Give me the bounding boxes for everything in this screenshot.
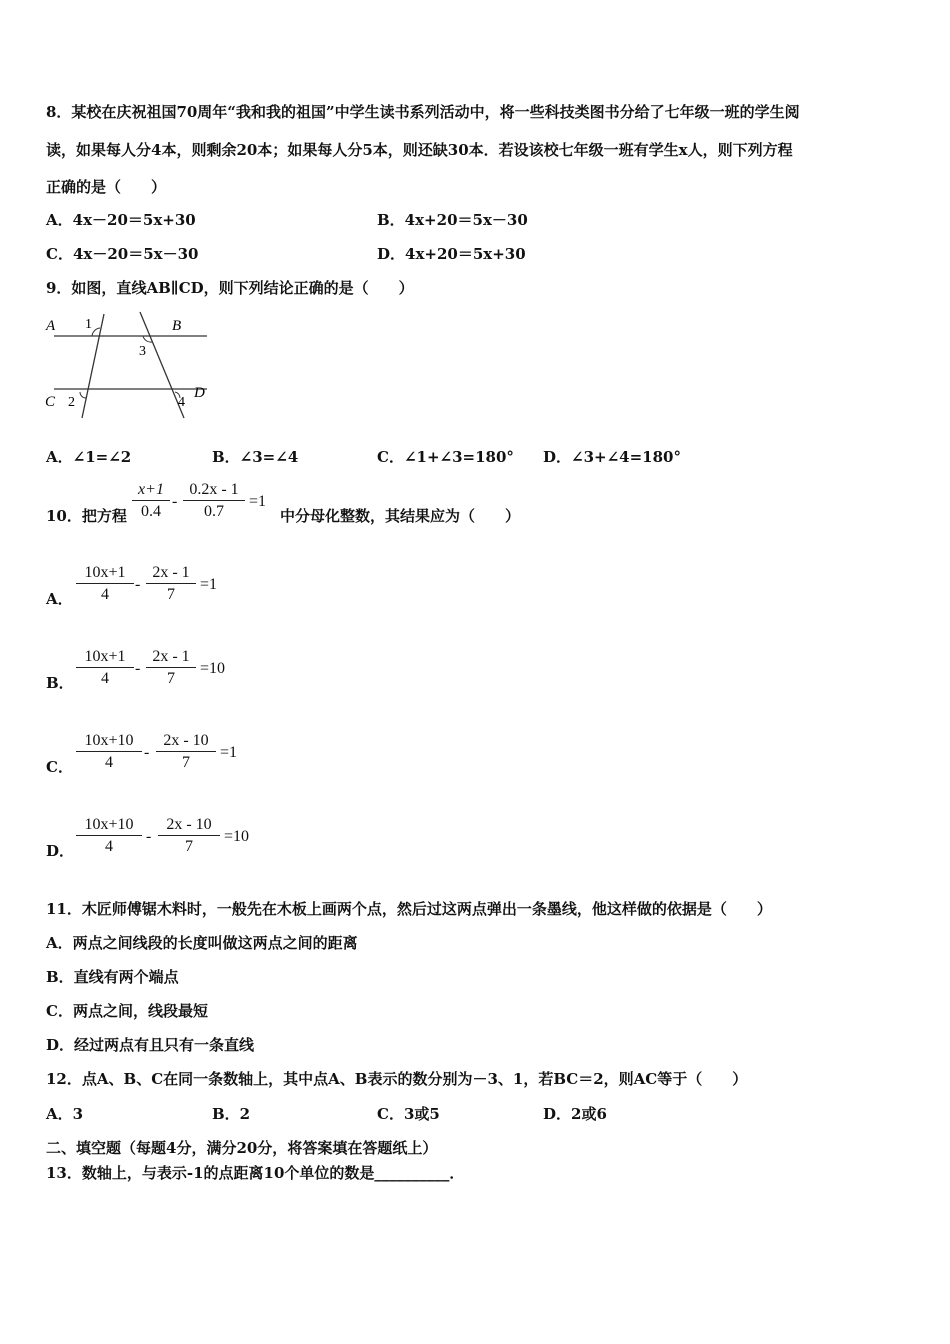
q9-figure bbox=[42, 308, 212, 423]
q10-eq-frac1 bbox=[132, 480, 170, 523]
q10-option-b-den1: 4 bbox=[101, 670, 109, 687]
q10-eq-num2: 0.2x - 1 bbox=[189, 481, 239, 498]
q10-option-d-num1: 10x+10 bbox=[84, 816, 134, 833]
q10-option-a-num1: 10x+1 bbox=[84, 564, 126, 581]
q8-option-b: B．4x+20＝5x－30 bbox=[377, 211, 528, 229]
q9-option-d: D．∠3+∠4=180° bbox=[543, 448, 681, 466]
q10-option-d-frac1 bbox=[76, 815, 142, 858]
q8-option-d: D．4x+20＝5x+30 bbox=[377, 245, 526, 263]
q10-option-d-letter: D． bbox=[46, 842, 75, 860]
label-d: D bbox=[194, 385, 205, 401]
q12-option-b: B．2 bbox=[212, 1105, 251, 1123]
section-2-heading: 二、填空题（每题4分，满分20分，将答案填在答题纸上） bbox=[46, 1139, 438, 1157]
q10-option-b-rhs: =10 bbox=[200, 660, 226, 677]
q10-option-b-minus: - bbox=[135, 660, 141, 677]
label-2: 2 bbox=[68, 395, 75, 410]
q10-option-c-minus: - bbox=[144, 744, 150, 761]
q11-option-b: B．直线有两个端点 bbox=[46, 968, 179, 986]
q10-option-b-num1: 10x+1 bbox=[84, 648, 126, 665]
q10-option-c-frac1 bbox=[76, 731, 142, 774]
q11-option-d: D．经过两点有且只有一条直线 bbox=[46, 1036, 255, 1054]
q10-option-d-rhs: =10 bbox=[224, 828, 250, 845]
label-a: A bbox=[46, 318, 56, 334]
q11-option-a: A．两点之间线段的长度叫做这两点之间的距离 bbox=[46, 934, 358, 952]
q10-option-b-den2: 7 bbox=[167, 670, 175, 687]
q10-option-d-minus: - bbox=[146, 828, 152, 845]
q12-option-d: D．2或6 bbox=[543, 1105, 607, 1123]
q9-stem: 9．如图，直线AB∥CD，则下列结论正确的是（ ） bbox=[46, 279, 414, 297]
q9-option-a: A．∠1=∠2 bbox=[46, 448, 132, 466]
q10-suffix: 中分母化整数，其结果应为（ ） bbox=[280, 507, 521, 525]
label-1: 1 bbox=[85, 317, 92, 332]
q9-option-c: C．∠1+∠3=180° bbox=[377, 448, 514, 466]
q10-option-c-num1: 10x+10 bbox=[84, 732, 134, 749]
q8-line2: 读，如果每人分4本，则剩余20本；如果每人分5本，则还缺30本．若设该校七年级一班有学生x人，则下列方程 bbox=[46, 141, 793, 159]
label-c: C bbox=[45, 394, 56, 410]
q10-option-a-minus: - bbox=[135, 576, 141, 593]
q9-option-b: B．∠3=∠4 bbox=[212, 448, 299, 466]
q10-prefix: 10．把方程 bbox=[46, 507, 127, 525]
q10-option-a-letter: A． bbox=[46, 590, 73, 608]
q10-option-d-den2: 7 bbox=[185, 838, 193, 855]
label-4: 4 bbox=[178, 395, 185, 410]
q10-option-a-den1: 4 bbox=[101, 586, 109, 603]
angle-mark-1 bbox=[92, 328, 100, 336]
label-3: 3 bbox=[139, 344, 146, 359]
angle-mark-2 bbox=[80, 392, 86, 398]
q12-stem: 12．点A、B、C在同一条数轴上，其中点A、B表示的数分别为－3、1，若BC＝2，则AC等于（ ） bbox=[46, 1070, 748, 1088]
label-b: B bbox=[172, 318, 182, 334]
q10-option-c-num2: 2x - 10 bbox=[163, 732, 209, 749]
q12-option-c: C．3或5 bbox=[377, 1105, 440, 1123]
q8-option-a: A．4x－20＝5x+30 bbox=[46, 211, 196, 229]
q8-line3: 正确的是（ ） bbox=[46, 178, 167, 196]
q10-eq-den1: 0.4 bbox=[141, 503, 161, 520]
q10-option-a-frac2 bbox=[146, 563, 196, 606]
q10-option-d-num2: 2x - 10 bbox=[166, 816, 212, 833]
q10-option-c-den2: 7 bbox=[182, 754, 190, 771]
q13-stem: 13．数轴上，与表示-1的点距离10个单位的数是__________． bbox=[46, 1164, 465, 1182]
q8-line1: 8．某校在庆祝祖国70周年“我和我的祖国”中学生读书系列活动中，将一些科技类图书分给了七年级一班的学生阅 bbox=[46, 103, 800, 121]
q11-stem: 11．木匠师傅锯木料时，一般先在木板上画两个点，然后过这两点弹出一条墨线，他这样做的依据是（ ） bbox=[46, 900, 772, 918]
q10-option-a-frac1 bbox=[76, 563, 134, 606]
q10-option-c-frac2 bbox=[156, 731, 216, 774]
q10-eq-den2: 0.7 bbox=[204, 503, 224, 520]
q10-option-d-frac2 bbox=[158, 815, 220, 858]
q10-option-c-rhs: =1 bbox=[220, 744, 238, 761]
q10-option-c-den1: 4 bbox=[105, 754, 113, 771]
q10-option-a-num2: 2x - 1 bbox=[152, 564, 190, 581]
q10-eq-rhs: =1 bbox=[249, 493, 267, 510]
q12-option-a: A．3 bbox=[46, 1105, 84, 1123]
q10-eq-frac2 bbox=[183, 480, 245, 523]
q10-option-b-num2: 2x - 1 bbox=[152, 648, 190, 665]
q10-option-a-rhs: =1 bbox=[200, 576, 218, 593]
q10-option-b-frac1 bbox=[76, 647, 134, 690]
q10-eq-minus: - bbox=[172, 493, 178, 510]
q10-eq-num1: x+1 bbox=[138, 481, 164, 498]
q10-option-b-frac2 bbox=[146, 647, 196, 690]
q10-option-a-den2: 7 bbox=[167, 586, 175, 603]
q10-option-d-den1: 4 bbox=[105, 838, 113, 855]
q8-option-c: C．4x－20＝5x－30 bbox=[46, 245, 199, 263]
q10-option-b-letter: B． bbox=[46, 674, 74, 692]
q11-option-c: C．两点之间，线段最短 bbox=[46, 1002, 208, 1020]
q10-option-c-letter: C． bbox=[46, 758, 73, 776]
